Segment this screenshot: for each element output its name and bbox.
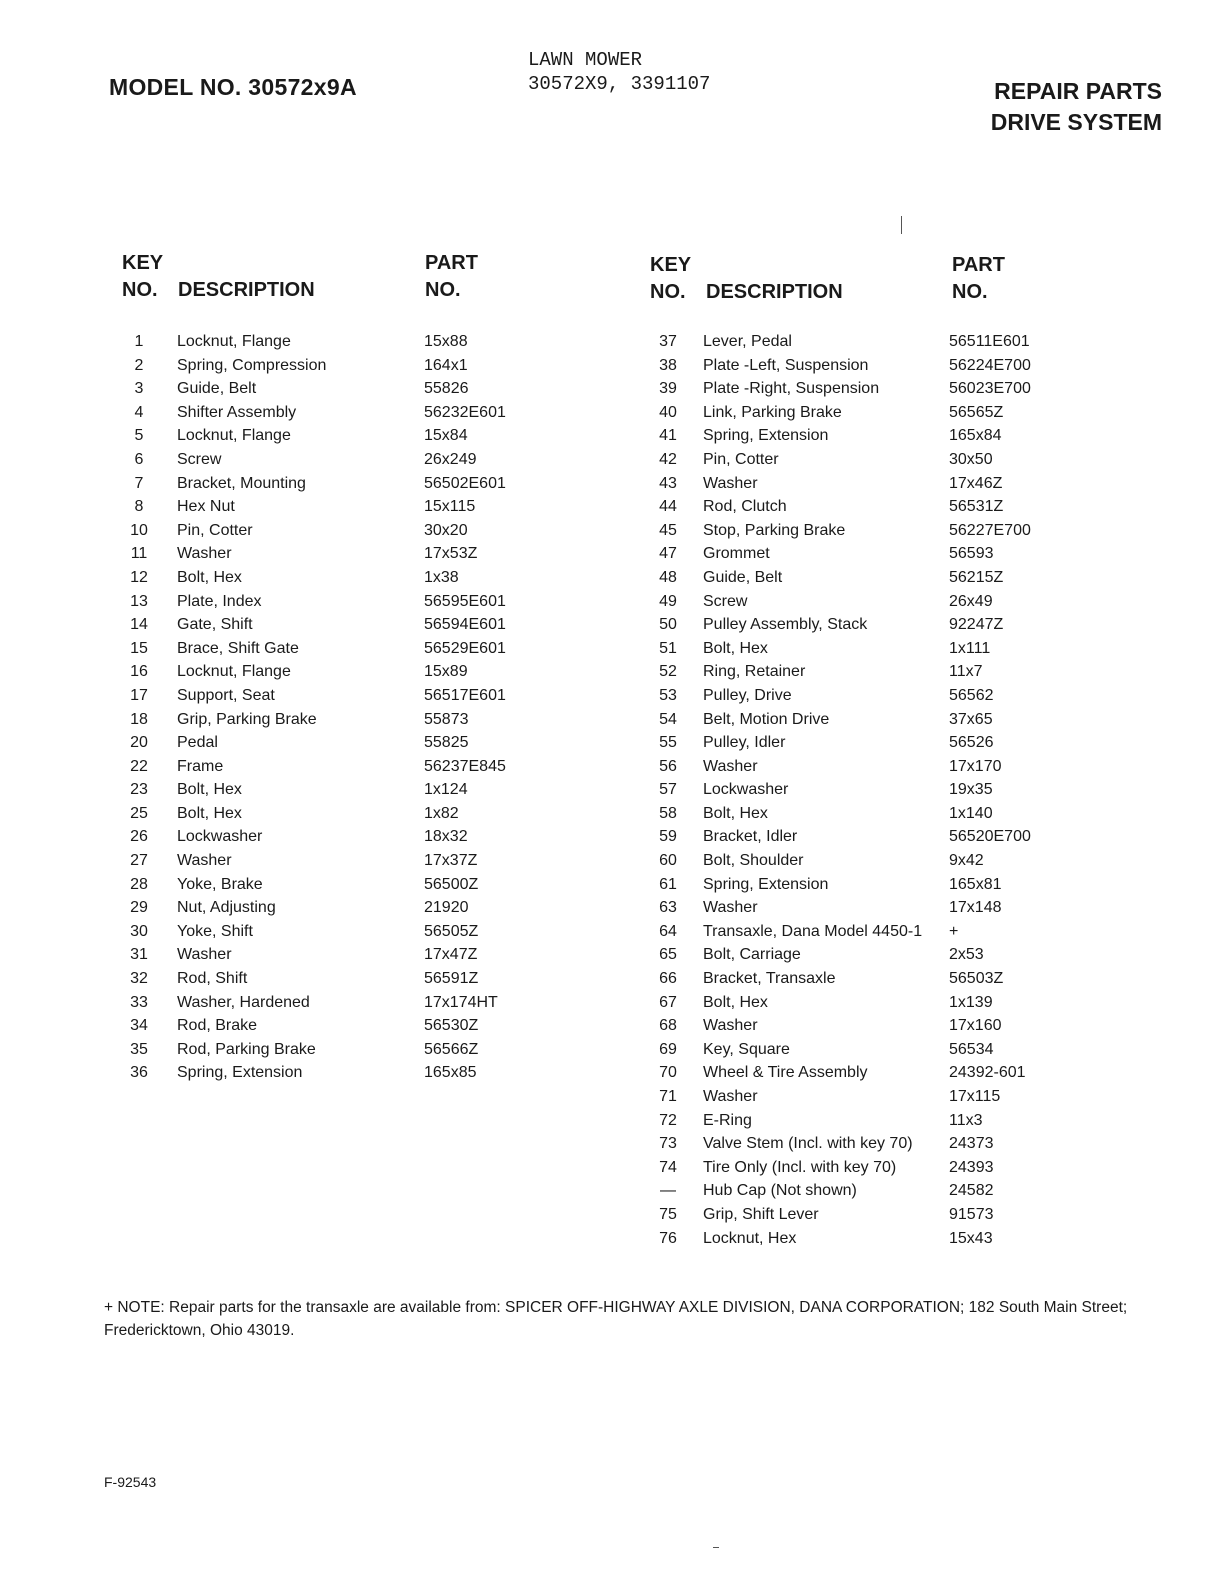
- part-number: 1x38: [424, 568, 459, 586]
- key-number: 25: [130, 804, 148, 822]
- key-number: 10: [130, 521, 148, 539]
- part-number: 55825: [424, 734, 469, 752]
- part-number: 19x35: [949, 781, 993, 799]
- part-description: Rod, Brake: [177, 1017, 258, 1035]
- part-description: Pin, Cotter: [177, 521, 253, 539]
- part-description: Support, Seat: [177, 686, 275, 704]
- part-number: 17x47Z: [424, 946, 478, 964]
- part-description: Gate, Shift: [177, 616, 253, 634]
- key-number: 57: [659, 781, 677, 799]
- key-number: 37: [659, 333, 677, 350]
- key-number: 18: [130, 710, 148, 728]
- part-description: Hub Cap (Not shown): [703, 1182, 857, 1200]
- key-number: 63: [659, 899, 677, 917]
- part-description: Yoke, Shift: [177, 922, 253, 940]
- part-description: Bracket, Mounting: [177, 474, 306, 492]
- part-number: 15x84: [424, 427, 468, 445]
- section-heading: [991, 76, 1162, 138]
- part-description: Locknut, Hex: [703, 1229, 797, 1247]
- part-number: 17x160: [949, 1017, 1002, 1035]
- part-description: Bolt, Hex: [703, 804, 768, 822]
- part-description: Pedal: [177, 734, 218, 752]
- key-number: 54: [659, 710, 677, 728]
- part-description: Bolt, Hex: [177, 568, 242, 586]
- part-number: 1x140: [949, 804, 993, 822]
- key-number: 23: [130, 781, 148, 799]
- key-number: 15: [130, 639, 148, 657]
- key-number: 27: [130, 852, 148, 870]
- part-number: 24582: [949, 1182, 994, 1200]
- part-number: 56531Z: [949, 498, 1004, 516]
- key-number: 48: [659, 568, 677, 586]
- key-number: 41: [659, 427, 677, 445]
- part-number: 56023E700: [949, 380, 1031, 398]
- part-number: 9x42: [949, 852, 984, 870]
- part-description: Nut, Adjusting: [177, 899, 276, 917]
- key-number: 16: [130, 663, 148, 681]
- key-number: 4: [134, 403, 144, 421]
- part-number: 17x115: [949, 1088, 1001, 1105]
- part-description: Washer: [703, 1088, 758, 1105]
- part-number: 56503Z: [949, 970, 1004, 988]
- part-number: 1x82: [424, 804, 459, 822]
- key-number: 34: [130, 1017, 148, 1035]
- key-number: 38: [659, 356, 677, 374]
- form-number: F-92543: [104, 1474, 157, 1490]
- part-number: 56224E700: [949, 356, 1031, 374]
- part-description: Pulley, Drive: [703, 686, 792, 704]
- part-number: 55873: [424, 710, 469, 728]
- part-description: Washer: [177, 946, 232, 964]
- part-number: 24373: [949, 1135, 994, 1153]
- key-number: 68: [659, 1017, 677, 1035]
- part-header: PART NO.: [425, 252, 478, 301]
- part-description: Tire Only (Incl. with key 70): [703, 1158, 897, 1176]
- part-description: Spring, Extension: [703, 875, 829, 893]
- part-header: PART NO.: [952, 254, 1005, 303]
- part-number: 56526: [949, 734, 994, 752]
- part-description: Bracket, Transaxle: [703, 970, 836, 988]
- part-description: Washer: [703, 1017, 758, 1035]
- part-description: Pin, Cotter: [703, 450, 779, 468]
- part-number: 26x249: [424, 450, 477, 468]
- key-number: 5: [134, 427, 144, 445]
- key-number: 20: [130, 734, 148, 752]
- part-number: 56529E601: [424, 639, 506, 657]
- part-number: 165x81: [949, 875, 1002, 893]
- part-description: Wheel & Tire Assembly: [703, 1064, 868, 1082]
- part-description: Grip, Shift Lever: [703, 1205, 819, 1223]
- part-description: Screw: [703, 592, 748, 610]
- key-number: 28: [130, 875, 148, 893]
- part-number: 56511E601: [949, 333, 1030, 350]
- key-number: 65: [659, 946, 677, 964]
- part-number: 17x46Z: [949, 474, 1003, 492]
- part-number: 91573: [949, 1205, 994, 1223]
- key-number: 39: [659, 380, 677, 398]
- key-number: 32: [130, 970, 148, 988]
- transaxle-note: + NOTE: Repair parts for the transaxle are available from: SPICER OFF-HIGHWAY AXLE DIVISION, DANA CORPORATION; 182 South Main Street; Fredericktown, Ohio 43019.: [104, 1299, 1128, 1339]
- part-number: 56505Z: [424, 922, 479, 940]
- part-number: 56215Z: [949, 568, 1004, 586]
- part-description: Pulley, Idler: [703, 734, 786, 752]
- key-number: 35: [130, 1040, 148, 1058]
- section-title: REPAIR PARTS: [994, 78, 1162, 104]
- part-number: 24393: [949, 1158, 994, 1176]
- part-description: Stop, Parking Brake: [703, 521, 846, 539]
- key-number: 51: [659, 639, 677, 657]
- part-description: Grommet: [703, 545, 770, 563]
- part-description: Frame: [177, 757, 224, 775]
- part-description: Spring, Compression: [177, 356, 327, 374]
- key-number: 14: [130, 616, 148, 634]
- part-description: Plate, Index: [177, 592, 262, 610]
- key-number: 6: [134, 450, 144, 468]
- part-description: Lever, Pedal: [703, 333, 792, 350]
- part-description: Locknut, Flange: [177, 333, 291, 350]
- key-number: 61: [659, 875, 677, 893]
- part-number: 17x174HT: [424, 993, 498, 1011]
- part-description: Ring, Retainer: [703, 663, 806, 681]
- part-number: 56237E845: [424, 757, 506, 775]
- part-number: 24392-601: [949, 1064, 1026, 1082]
- part-number: 37x65: [949, 710, 993, 728]
- part-description: Rod, Parking Brake: [177, 1040, 316, 1058]
- part-number: 56565Z: [949, 403, 1004, 421]
- key-number: 60: [659, 852, 677, 870]
- part-description: Washer: [703, 474, 758, 492]
- key-number: 17: [130, 686, 148, 704]
- part-number: 56517E601: [424, 686, 506, 704]
- key-number: 2: [134, 356, 144, 374]
- part-description: Spring, Extension: [177, 1064, 303, 1082]
- part-description: Guide, Belt: [177, 380, 257, 398]
- key-number: 43: [659, 474, 677, 492]
- key-number: 13: [130, 592, 148, 610]
- part-number: 56530Z: [424, 1017, 479, 1035]
- key-number: 44: [659, 498, 677, 516]
- part-description: Spring, Extension: [703, 427, 829, 445]
- part-number: 1x124: [424, 781, 468, 799]
- part-description: Bolt, Hex: [177, 781, 242, 799]
- part-description: Hex Nut: [177, 498, 235, 516]
- part-number: 56502E601: [424, 474, 506, 492]
- part-description: Valve Stem (Incl. with key 70): [703, 1135, 913, 1153]
- key-number: 3: [134, 380, 144, 398]
- key-number: 31: [130, 946, 148, 964]
- part-number: 56591Z: [424, 970, 479, 988]
- product-models: 30572X9, 3391107: [528, 73, 711, 95]
- part-number: 56593: [949, 545, 994, 563]
- part-number: 56595E601: [424, 592, 506, 610]
- product-type: LAWN MOWER: [528, 49, 643, 71]
- part-number: 30x20: [424, 521, 468, 539]
- key-number: 30: [130, 922, 148, 940]
- key-number: 52: [659, 663, 677, 681]
- part-number: 55826: [424, 380, 469, 398]
- part-description: Bolt, Shoulder: [703, 852, 804, 870]
- key-number: 1: [134, 333, 144, 350]
- part-number: 17x53Z: [424, 545, 478, 563]
- part-description: Belt, Motion Drive: [703, 710, 830, 728]
- key-number: 36: [130, 1064, 148, 1082]
- product-heading: [528, 48, 710, 96]
- part-number: 30x50: [949, 450, 993, 468]
- key-number: 12: [130, 568, 148, 586]
- part-description: E-Ring: [703, 1111, 752, 1129]
- part-description: Shifter Assembly: [177, 403, 297, 421]
- key-number: 56: [659, 757, 677, 775]
- part-number: 56232E601: [424, 403, 506, 421]
- part-number: 2x53: [949, 946, 984, 964]
- part-description: Yoke, Brake: [177, 875, 263, 893]
- part-description: Guide, Belt: [703, 568, 783, 586]
- part-description: Lockwasher: [177, 828, 263, 846]
- part-number: 11x7: [949, 663, 983, 681]
- part-description: Washer: [177, 852, 232, 870]
- part-description: Brace, Shift Gate: [177, 639, 299, 657]
- part-number: 164x1: [424, 356, 468, 374]
- part-description: Link, Parking Brake: [703, 403, 842, 421]
- description-header: DESCRIPTION: [706, 281, 843, 303]
- part-number: 18x32: [424, 828, 468, 846]
- description-header: DESCRIPTION: [178, 279, 315, 301]
- part-number: 17x37Z: [424, 852, 478, 870]
- part-description: Washer: [703, 757, 758, 775]
- part-description: Bolt, Hex: [703, 639, 768, 657]
- key-number: 53: [659, 686, 677, 704]
- part-description: Washer: [177, 545, 232, 563]
- part-number: 15x43: [949, 1229, 993, 1247]
- key-number: 7: [134, 474, 144, 492]
- part-number: 11x3: [949, 1111, 983, 1129]
- key-number: 73: [659, 1135, 677, 1153]
- key-header: KEY NO.: [122, 252, 164, 301]
- part-number: 56500Z: [424, 875, 479, 893]
- key-number: 55: [659, 734, 677, 752]
- scan-mark: [901, 216, 902, 234]
- part-number: 56227E700: [949, 521, 1031, 539]
- key-number: 22: [130, 757, 148, 775]
- part-description: Rod, Shift: [177, 970, 248, 988]
- part-number: 56562: [949, 686, 994, 704]
- key-number: 71: [659, 1088, 677, 1105]
- part-number: 17x148: [949, 899, 1002, 917]
- part-number: 165x84: [949, 427, 1002, 445]
- key-number: 76: [659, 1229, 677, 1247]
- key-number: 47: [659, 545, 677, 563]
- key-number: 40: [659, 403, 677, 421]
- key-number: 33: [130, 993, 148, 1011]
- part-number: 165x85: [424, 1064, 477, 1082]
- part-number: 92247Z: [949, 616, 1004, 634]
- key-number: 74: [659, 1158, 677, 1176]
- section-subtitle: DRIVE SYSTEM: [990, 109, 1162, 135]
- part-number: 56520E700: [949, 828, 1031, 846]
- part-number: 56534: [949, 1040, 994, 1058]
- part-number: 15x89: [424, 663, 468, 681]
- part-description: Bolt, Hex: [703, 993, 768, 1011]
- part-number: 15x88: [424, 333, 468, 350]
- key-number: —: [660, 1182, 676, 1200]
- part-description: Pulley Assembly, Stack: [703, 616, 868, 634]
- part-description: Locknut, Flange: [177, 663, 291, 681]
- part-number: +: [949, 922, 959, 940]
- part-number: 21920: [424, 899, 469, 917]
- key-number: 29: [130, 899, 148, 917]
- key-number: 66: [659, 970, 677, 988]
- part-number: 17x170: [949, 757, 1002, 775]
- part-description: Plate -Left, Suspension: [703, 356, 869, 374]
- part-number: 56594E601: [424, 616, 506, 634]
- key-number: 49: [659, 592, 677, 610]
- part-number: 1x139: [949, 993, 993, 1011]
- part-description: Plate -Right, Suspension: [703, 380, 880, 398]
- part-description: Rod, Clutch: [703, 498, 787, 516]
- key-header: KEY NO.: [650, 254, 692, 303]
- part-description: Washer: [703, 899, 758, 917]
- part-description: Bolt, Hex: [177, 804, 242, 822]
- key-number: 11: [130, 545, 148, 563]
- part-number: 1x111: [949, 639, 991, 657]
- key-number: 75: [659, 1205, 677, 1223]
- key-number: 26: [130, 828, 148, 846]
- part-number: 15x115: [424, 498, 476, 516]
- model-number: MODEL NO. 30572x9A: [109, 74, 357, 100]
- part-description: Transaxle, Dana Model 4450-1: [703, 922, 923, 940]
- part-description: Bolt, Carriage: [703, 946, 801, 964]
- part-number: 56566Z: [424, 1040, 479, 1058]
- part-description: Lockwasher: [703, 781, 789, 799]
- key-number: 64: [659, 922, 677, 940]
- part-description: Key, Square: [703, 1040, 790, 1058]
- part-number: 26x49: [949, 592, 993, 610]
- part-description: Screw: [177, 450, 222, 468]
- key-number: 8: [134, 498, 144, 516]
- part-description: Washer, Hardened: [177, 993, 310, 1011]
- scan-mark: [713, 1547, 719, 1548]
- key-number: 72: [659, 1111, 677, 1129]
- key-number: 69: [659, 1040, 677, 1058]
- key-number: 45: [659, 521, 677, 539]
- part-description: Bracket, Idler: [703, 828, 798, 846]
- key-number: 67: [659, 993, 677, 1011]
- key-number: 50: [659, 616, 677, 634]
- key-number: 59: [659, 828, 677, 846]
- part-description: Grip, Parking Brake: [177, 710, 317, 728]
- key-number: 70: [659, 1064, 677, 1082]
- key-number: 42: [659, 450, 677, 468]
- key-number: 58: [659, 804, 677, 822]
- part-description: Locknut, Flange: [177, 427, 291, 445]
